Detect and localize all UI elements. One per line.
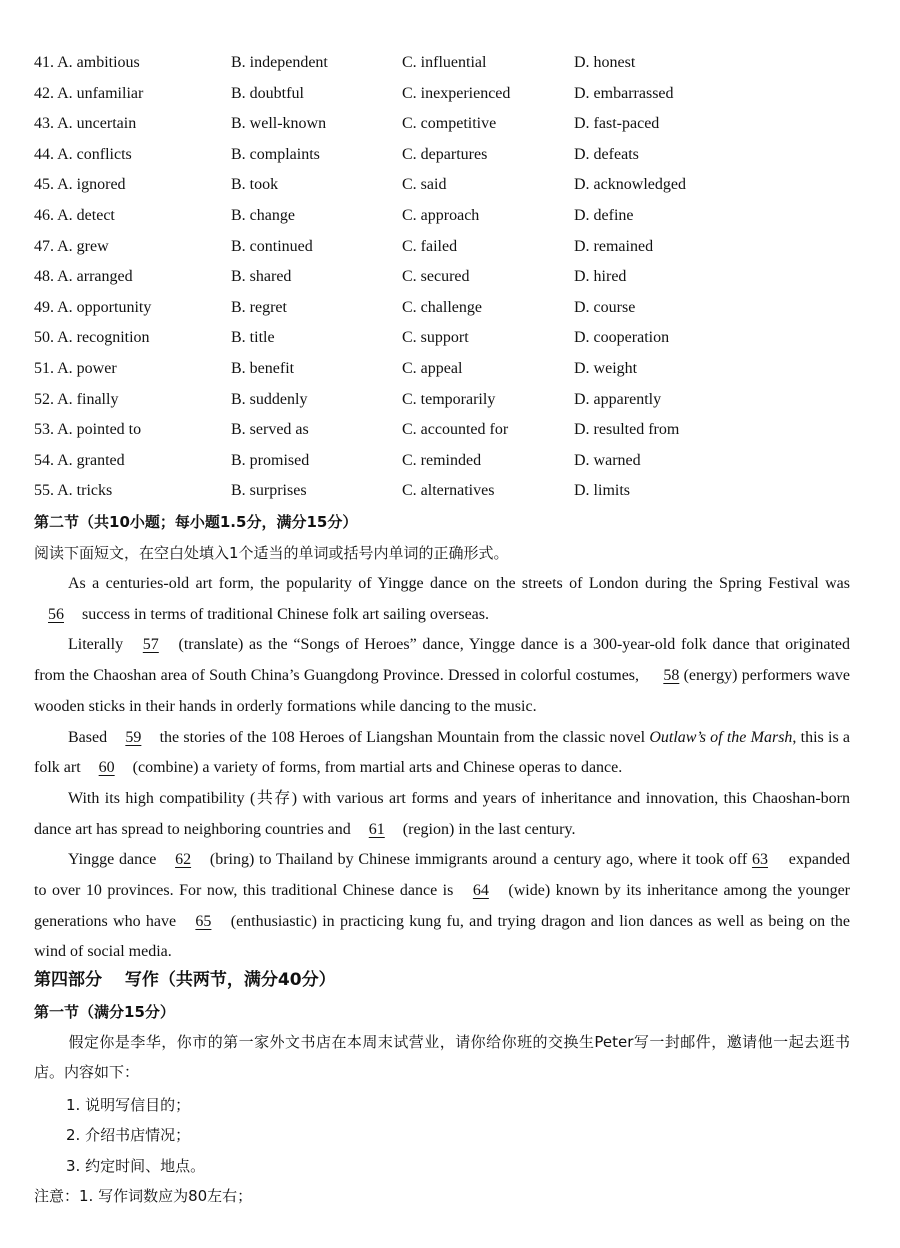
- option-a[interactable]: 52. A. finally: [34, 390, 119, 408]
- blank-63[interactable]: 63: [751, 851, 768, 869]
- blank-64[interactable]: 64: [472, 882, 489, 900]
- option-d[interactable]: D. defeats: [574, 145, 639, 163]
- option-a[interactable]: 50. A. recognition: [34, 329, 150, 347]
- answer-options: [34, 51, 874, 510]
- blank-56[interactable]: 56: [48, 605, 64, 623]
- part4-subheading: 第一节（满分15分）: [34, 1003, 175, 1021]
- option-a[interactable]: 41. A. ambitious: [34, 54, 140, 71]
- option-a[interactable]: 43. A. uncertain: [34, 115, 137, 133]
- blank-61[interactable]: 61: [368, 820, 385, 838]
- question-row: [34, 265, 874, 296]
- option-d[interactable]: D. fast-paced: [574, 115, 660, 133]
- option-c[interactable]: C. influential: [402, 54, 487, 71]
- option-b[interactable]: B. shared: [231, 268, 292, 286]
- question-row: [34, 296, 874, 327]
- option-b[interactable]: B. served as: [231, 421, 309, 439]
- option-d[interactable]: D. apparently: [574, 390, 662, 408]
- paragraph-1: As a centuries-old art form, the popularity of Yingge dance on the streets of London during the Spring Festival was 56 success in terms of traditional Chinese folk art sailing overseas.: [34, 569, 850, 630]
- note: 注意：1. 写作词数应为80左右；: [34, 1187, 253, 1205]
- option-b[interactable]: B. complaints: [231, 145, 320, 163]
- option-d[interactable]: D. acknowledged: [574, 176, 686, 194]
- question-row: [34, 51, 874, 82]
- option-b[interactable]: B. surprises: [231, 482, 307, 500]
- option-c[interactable]: C. challenge: [402, 298, 482, 316]
- option-b[interactable]: B. regret: [231, 298, 287, 316]
- requirement-1: 1. 说明写信目的；: [66, 1096, 191, 1114]
- question-row: [34, 204, 874, 235]
- option-a[interactable]: 46. A. detect: [34, 206, 115, 224]
- question-row: [34, 418, 874, 449]
- option-c[interactable]: C. support: [402, 329, 469, 347]
- option-b[interactable]: B. well-known: [231, 115, 327, 133]
- paragraph-3: Based 59 the stories of the 108 Heroes of Liangshan Mountain from the classic novel Outlaw’s of the Marsh, this is a folk art 60 (combine) a variety of forms, from martial arts and Chinese operas to dance.: [34, 723, 850, 784]
- option-b[interactable]: B. promised: [231, 451, 310, 469]
- option-d[interactable]: D. hired: [574, 268, 627, 286]
- blank-60[interactable]: 60: [98, 759, 115, 777]
- option-c[interactable]: C. alternatives: [402, 482, 495, 500]
- option-c[interactable]: C. inexperienced: [402, 84, 511, 102]
- paragraph-4: With its high compatibility (共存) with various art forms and years of inheritance and innovation, this Chaoshan-born dance art has spread to neighboring countries and 61 (region) in the last century.: [34, 784, 850, 845]
- blank-57[interactable]: 57: [142, 636, 159, 654]
- option-b[interactable]: B. doubtful: [231, 84, 304, 102]
- requirement-3: 3. 约定时间、地点。: [66, 1157, 206, 1175]
- option-c[interactable]: C. temporarily: [402, 390, 496, 408]
- question-row: [34, 449, 874, 480]
- option-a[interactable]: 45. A. ignored: [34, 176, 126, 194]
- option-a[interactable]: 42. A. unfamiliar: [34, 84, 144, 102]
- section2-instruction: 阅读下面短文，在空白处填入1个适当的单词或括号内单词的正确形式。: [34, 544, 509, 562]
- option-c[interactable]: C. accounted for: [402, 421, 509, 439]
- paragraph-2: Literally 57 (translate) as the “Songs of Heroes” dance, Yingge dance is a 300-year-old folk dance that originated from the Chaoshan area of South China’s Guangdong Province. Dressed in colorful costumes, 58 (energy) performers wave wooden sticks in their hands in orderly formations while dancing to the music.: [34, 630, 850, 722]
- option-d[interactable]: D. weight: [574, 359, 638, 377]
- blank-62[interactable]: 62: [175, 851, 192, 869]
- option-c[interactable]: C. said: [402, 176, 447, 194]
- question-row: [34, 326, 874, 357]
- option-d[interactable]: D. resulted from: [574, 421, 680, 439]
- option-b[interactable]: B. change: [231, 206, 295, 224]
- option-d[interactable]: D. cooperation: [574, 329, 670, 347]
- option-b[interactable]: B. suddenly: [231, 390, 308, 408]
- option-d[interactable]: D. course: [574, 298, 636, 316]
- option-d[interactable]: D. remained: [574, 237, 654, 255]
- question-row: [34, 112, 874, 143]
- option-a[interactable]: 47. A. grew: [34, 237, 109, 255]
- option-d[interactable]: D. warned: [574, 451, 641, 469]
- option-a[interactable]: 51. A. power: [34, 359, 117, 377]
- option-c[interactable]: C. appeal: [402, 359, 463, 377]
- question-row: [34, 388, 874, 419]
- option-d[interactable]: D. define: [574, 206, 634, 224]
- option-b[interactable]: B. independent: [231, 54, 328, 71]
- novel-title: Outlaw’s of the Marsh: [649, 728, 793, 746]
- paragraph-5: Yingge dance 62 (bring) to Thailand by Chinese immigrants around a century ago, where it took off 63 expanded to over 10 provinces. For now, this traditional Chinese dance is 64 (wide) known by its inheritance among the younger generations who have 65 (enthusiastic) in practicing kung fu, and trying dragon and lion dances as well as being on the wind of social media.: [34, 845, 850, 968]
- question-row: [34, 173, 874, 204]
- question-row: [34, 82, 874, 113]
- option-a[interactable]: 53. A. pointed to: [34, 421, 142, 439]
- option-b[interactable]: B. continued: [231, 237, 313, 255]
- option-c[interactable]: C. reminded: [402, 451, 482, 469]
- option-d[interactable]: D. limits: [574, 482, 631, 500]
- option-b[interactable]: B. title: [231, 329, 275, 347]
- option-a[interactable]: 49. A. opportunity: [34, 298, 152, 316]
- option-a[interactable]: 55. A. tricks: [34, 482, 113, 500]
- blank-58[interactable]: 58: [663, 667, 680, 685]
- option-b[interactable]: B. benefit: [231, 359, 295, 377]
- blank-59[interactable]: 59: [125, 728, 142, 746]
- option-c[interactable]: C. secured: [402, 268, 470, 286]
- option-a[interactable]: 44. A. conflicts: [34, 145, 132, 163]
- option-c[interactable]: C. approach: [402, 206, 480, 224]
- option-c[interactable]: C. competitive: [402, 115, 497, 133]
- writing-prompt: 假定你是李华，你市的第一家外文书店在本周末试营业，请你给你班的交换生Peter写一封邮件，邀请他一起去逛书店。内容如下：: [34, 1033, 850, 1081]
- option-c[interactable]: C. departures: [402, 145, 488, 163]
- option-a[interactable]: 48. A. arranged: [34, 268, 133, 286]
- question-row: [34, 235, 874, 266]
- question-row: [34, 143, 874, 174]
- option-c[interactable]: C. failed: [402, 237, 458, 255]
- question-row: [34, 479, 874, 510]
- option-b[interactable]: B. took: [231, 176, 279, 194]
- blank-65[interactable]: 65: [195, 912, 212, 930]
- option-d[interactable]: D. honest: [574, 54, 636, 71]
- part4-heading: 第四部分 写作（共两节，满分40分）: [34, 970, 336, 990]
- question-row: [34, 357, 874, 388]
- option-d[interactable]: D. embarrassed: [574, 84, 674, 102]
- requirement-2: 2. 介绍书店情况；: [66, 1126, 191, 1144]
- section2-heading: 第二节（共10小题；每小题1.5分，满分15分）: [34, 513, 358, 531]
- option-a[interactable]: 54. A. granted: [34, 451, 125, 469]
- passage: [34, 569, 850, 968]
